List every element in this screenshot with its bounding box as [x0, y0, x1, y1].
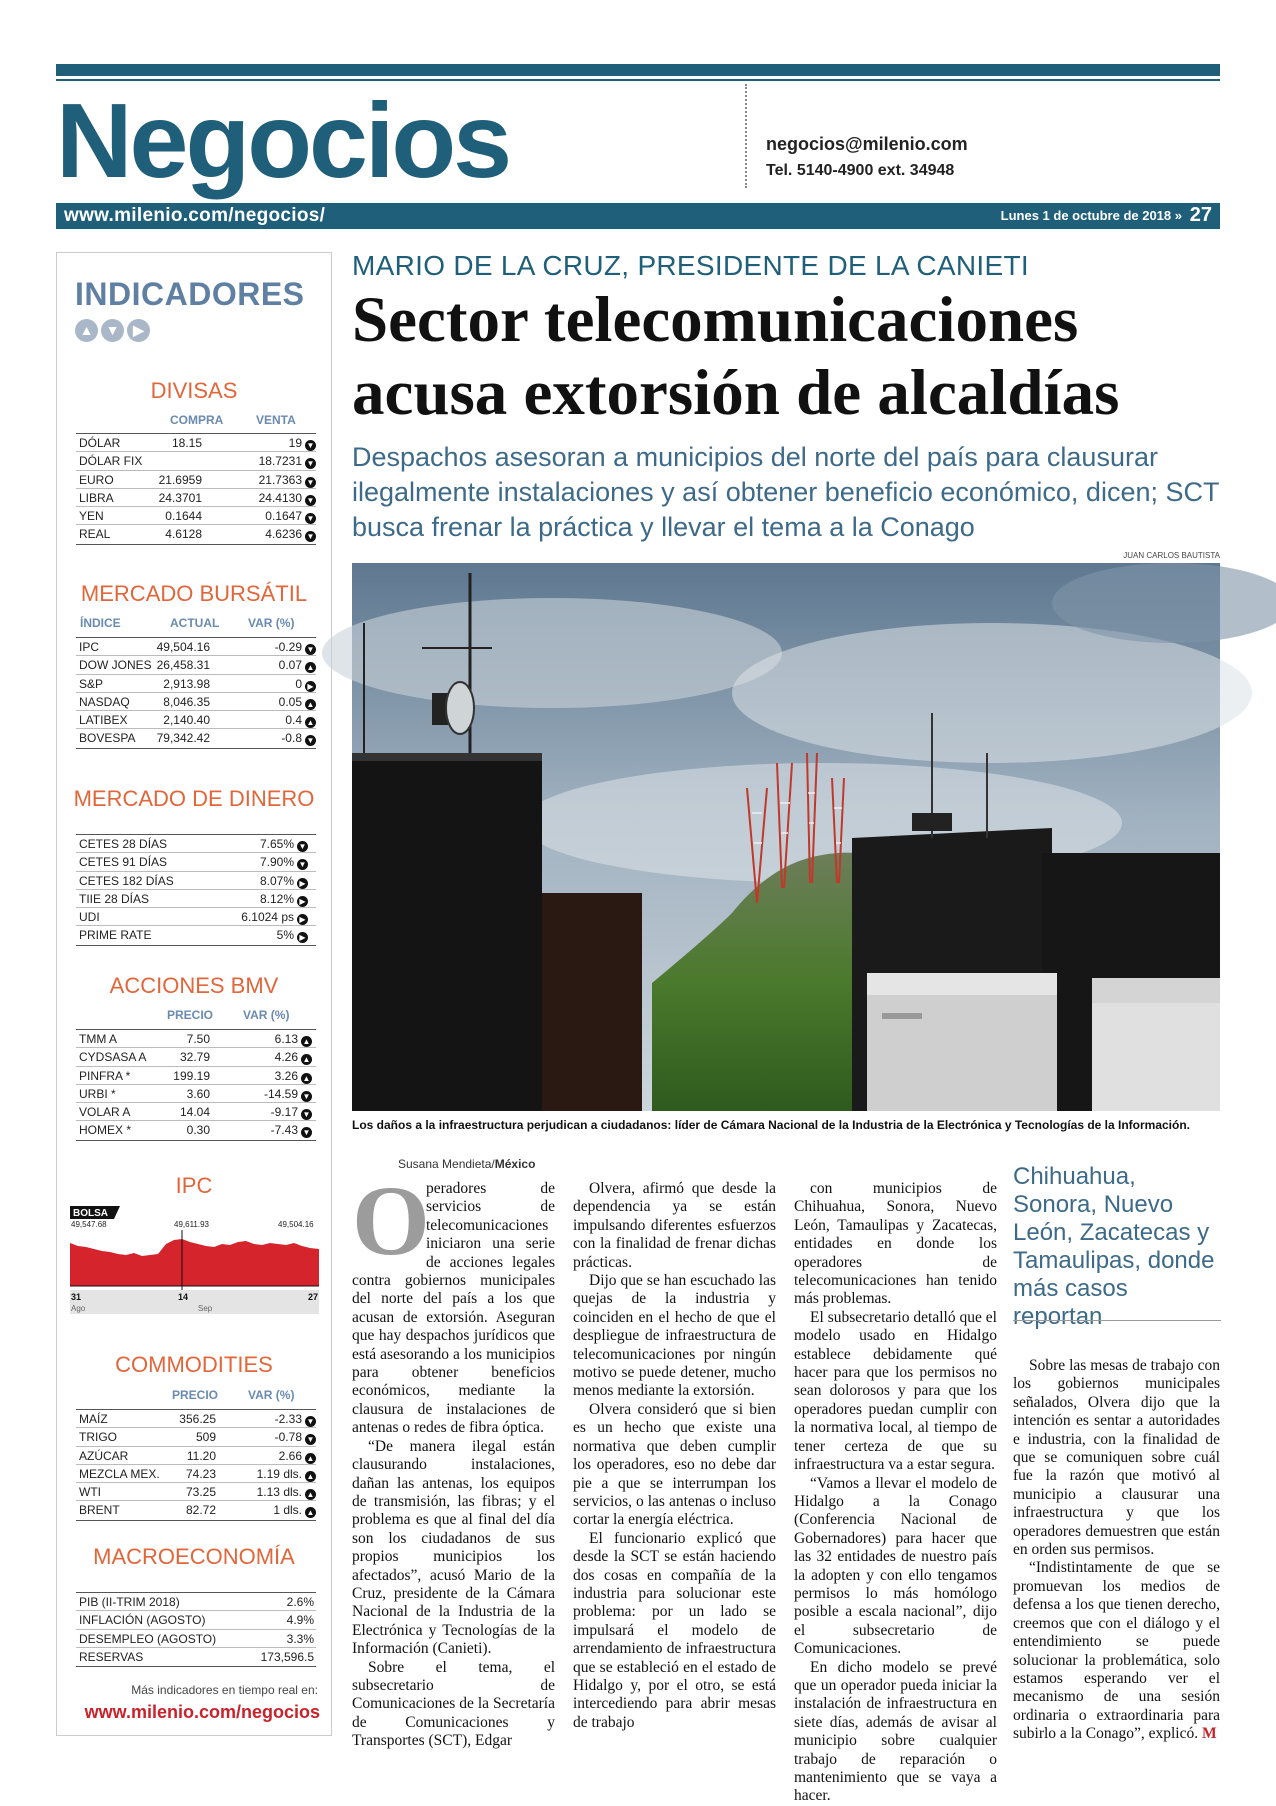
table-row [76, 525, 316, 543]
row-change-value: 8.07% [259, 873, 294, 888]
article-headline: Sector telecomunicaciones acusa extorsión de alcaldías [352, 284, 1120, 429]
row-label: TRIGO [79, 1430, 117, 1445]
row-value: 8,046.35 [163, 694, 210, 709]
macro-table [76, 1592, 316, 1667]
telecom-towers-photo [352, 563, 1220, 1111]
right-arrow-icon: ▶ [297, 914, 308, 925]
up-arrow-icon: ▲ [306, 663, 315, 673]
tick-31: 31 [71, 1292, 82, 1302]
up-arrow-icon: ▲ [75, 319, 98, 342]
row-change [285, 711, 316, 729]
row-value: 18.15 [171, 436, 202, 450]
row-label: TMM A [79, 1032, 117, 1046]
table-row [76, 908, 316, 926]
table-row [76, 1611, 316, 1629]
col-precio: PRECIO [172, 1388, 219, 1402]
row-change-value: 7.65% [259, 837, 294, 851]
row-change-value: 0.1647 [265, 509, 302, 524]
row-label: CETES 28 DÍAS [79, 837, 168, 851]
row-label: LIBRA [79, 490, 114, 505]
table-row [76, 1103, 316, 1121]
row-change [260, 872, 308, 890]
table-row [76, 1447, 316, 1465]
row-change [289, 434, 316, 452]
row-label: UDI [79, 910, 100, 925]
article-column-3 [794, 1180, 997, 1806]
row-label: EURO [79, 472, 114, 487]
section-url[interactable]: www.milenio.com/negocios/ [64, 205, 326, 226]
row-change-value: -0.29 [274, 640, 302, 654]
up-arrow-icon: ▲ [306, 1490, 315, 1500]
row-change [265, 525, 316, 543]
row-change [265, 507, 316, 525]
table-row [76, 1030, 316, 1048]
row-change-value: 4.26 [274, 1050, 298, 1065]
row-label: HOMEX * [79, 1123, 132, 1138]
down-arrow-icon: ▼ [302, 1110, 311, 1120]
divisas-table [76, 433, 316, 545]
bursatil-title: MERCADO BURSÁTIL [80, 581, 308, 606]
table-row [76, 434, 316, 452]
row-change-value: 7.90% [259, 855, 294, 870]
row-label: MAÍZ [79, 1412, 108, 1426]
down-arrow-icon: ▼ [298, 842, 307, 851]
up-arrow-icon: ▲ [306, 699, 315, 709]
row-label: REAL [79, 527, 111, 542]
row-change [275, 1030, 312, 1048]
row-label: DÓLAR FIX [79, 454, 143, 469]
paragraph: Dijo que se han escuchado las quejas de la industria y coinciden en el hecho de que el despliegue de infraestructura de telecomunicaciones por ningún motivo se puede detener, mucho menos mediante la extorsión. [573, 1272, 776, 1400]
col-var: VAR (%) [248, 1388, 295, 1402]
paragraph: El subsecretario detalló que el modelo usado en Hidalgo establece debidamente qué hacer para que los permisos no sean dolorosos y para que los operadores puedan cumplir con la normativa local, al tiempo de tener certeza de que su infraestructura va a estar segura. [794, 1308, 997, 1474]
paragraph: peradores de servicios de telecomunicaciones iniciaron una serie de acciones legales contra gobiernos municipales del norte del país a los que acusan de extorsión. Aseguran que hay despachos jurídicos que está asesorando a los municipios para obtener beneficios económicos, mediante la clausura de instalaciones de antenas o redes de fibra óptica. [352, 1180, 555, 1437]
row-change [257, 1465, 316, 1483]
row-change-value: -0.8 [281, 731, 302, 746]
row-change-value: -0.78 [274, 1430, 302, 1445]
row-change-value: 5% [276, 928, 294, 943]
paragraph: con municipios de Chihuahua, Sonora, Nuevo León, Tamaulipas y Zacatecas, entidades en donde los operadores de telecomunicaciones han tenido más problemas. [794, 1180, 997, 1308]
row-label: WTI [79, 1485, 101, 1500]
paragraph: El funcionario explicó que desde la SCT se están haciendo dos cosas en compañía de la industria para solucionar este problema: por un lado se impulsará el modelo de arrendamiento de infraestructura que se estableció en el estado de Hidalgo y, por el otro, se está intercediendo para abrir mesas de trabajo [573, 1529, 776, 1731]
row-label: PRIME RATE [79, 928, 152, 943]
row-value: 4.6128 [165, 527, 202, 542]
row-value: 0.30 [186, 1123, 210, 1138]
down-arrow-icon: ▼ [306, 645, 315, 654]
row-change [275, 1428, 316, 1446]
row-change-value: 18.7231 [258, 454, 302, 469]
byline-place: México [494, 1157, 536, 1171]
more-indicators-text: Más indicadores en tiempo real en: [131, 1683, 318, 1697]
top-rule [56, 64, 1220, 76]
top-rule-thin [56, 79, 1220, 81]
row-change [259, 452, 316, 470]
row-value: 26,458.31 [156, 658, 210, 673]
row-value: 79,342.42 [156, 731, 210, 746]
row-change-value: 0.4 [285, 713, 302, 728]
row-change-value: -9.17 [270, 1105, 298, 1120]
row-value: 509 [195, 1430, 216, 1445]
acciones-table [76, 1029, 316, 1141]
row-value: 3.60 [186, 1086, 210, 1101]
month-ago: Ago [71, 1304, 86, 1313]
col-venta: VENTA [256, 413, 296, 427]
table-row [76, 1630, 316, 1648]
right-arrow-icon: ▶ [297, 896, 308, 907]
row-change-value: 8.12% [259, 891, 294, 906]
row-label: PIB (II-TRIM 2018) [79, 1595, 180, 1609]
page-number: 27 [1189, 204, 1212, 226]
dinero-title: MERCADO DE DINERO [73, 786, 315, 811]
row-change [257, 1483, 316, 1501]
more-indicators-link[interactable]: www.milenio.com/negocios [84, 1702, 320, 1722]
row-label: BOVESPA [79, 731, 136, 746]
paragraph: “Indistintamente de que se promuevan los medios de defensa a los que tienen derecho, creemos que con el diálogo y el entendimiento se puede solucionar la problemática, solo estamos esperando ver el mecanismo de una sesión ordinaria o extraordinaria para subirlo a la Conago”, explicó. M [1013, 1559, 1220, 1743]
col-actual: ACTUAL [170, 616, 220, 630]
row-change-value: -7.43 [270, 1123, 298, 1138]
row-change [275, 1410, 316, 1428]
table-row [76, 926, 316, 944]
bursatil-table [76, 637, 316, 749]
row-change-value: 173,596.5 [260, 1649, 314, 1664]
row-label: RESERVAS [79, 1649, 144, 1664]
row-change [260, 890, 308, 908]
table-row [76, 711, 316, 729]
row-value: 7.50 [186, 1032, 210, 1046]
article-photo [352, 563, 1220, 1111]
row-label: TIIE 28 DÍAS [79, 891, 150, 906]
right-arrow-icon: ▶ [127, 319, 150, 342]
down-arrow-icon: ▼ [306, 495, 315, 505]
right-arrow-icon: ▶ [297, 932, 308, 943]
row-value: 356.25 [179, 1412, 216, 1426]
down-arrow-icon: ▼ [306, 441, 315, 450]
dinero-table [76, 834, 316, 946]
bolsa-badge-label: BOLSA [73, 1208, 108, 1219]
table-row [76, 1483, 316, 1501]
row-value: 2,140.40 [163, 713, 210, 728]
paragraph: En dicho modelo se prevé que un operador pueda iniciar la instalación de infraestructura en siete días, además de avisar al municipio sobre cualquier trabajo de reparación o mantenimiento que se vaya a hacer. [794, 1658, 997, 1805]
row-change-value: 1 dls. [273, 1503, 302, 1518]
row-change [273, 1501, 316, 1519]
row-value: 14.04 [179, 1105, 210, 1120]
end-mark: M [1198, 1725, 1217, 1743]
row-label: CETES 91 DÍAS [79, 855, 168, 870]
row-value: 0.1644 [165, 509, 202, 524]
byline-author: Susana Mendieta/ [398, 1157, 495, 1171]
row-change-value: 3.3% [286, 1631, 314, 1646]
row-change [259, 471, 316, 489]
down-arrow-icon: ▼ [101, 319, 124, 342]
table-row [76, 890, 316, 908]
dropcap: O [352, 1165, 430, 1276]
row-change-value: 19 [288, 436, 302, 450]
row-label: DESEMPLEO (AGOSTO) [79, 1631, 217, 1646]
row-change [260, 835, 308, 853]
row-label: IPC [79, 640, 100, 654]
row-change-value: 21.7363 [258, 472, 302, 487]
row-label: NASDAQ [79, 694, 130, 709]
article-kicker: MARIO DE LA CRUZ, PRESIDENTE DE LA CANIETI [352, 250, 1029, 281]
row-change [279, 656, 316, 674]
row-value: 32.79 [179, 1050, 210, 1065]
row-label: INFLACIÓN (AGOSTO) [79, 1613, 206, 1628]
row-change-value: 0.07 [278, 658, 302, 673]
row-label: BRENT [79, 1503, 120, 1518]
pull-quote-rule [1013, 1320, 1221, 1321]
indicators-title: INDICADORES [75, 276, 305, 312]
row-change-value: 4.6236 [265, 527, 302, 542]
up-arrow-icon: ▲ [306, 1508, 315, 1518]
pull-quote: Chihuahua, Sonora, Nuevo León, Zacatecas y Tamaulipas, donde más casos reportan [1013, 1163, 1215, 1330]
table-row [76, 872, 316, 890]
up-arrow-icon: ▲ [306, 718, 315, 728]
table-row [76, 1048, 316, 1066]
row-value: 21.6959 [158, 472, 202, 487]
row-label: CYDSASA A [79, 1050, 147, 1065]
article-column-1 [352, 1165, 555, 1751]
divisas-title: DIVISAS [150, 378, 238, 403]
issue-date: Lunes 1 de octubre de 2018 » [1000, 208, 1182, 223]
row-change [281, 729, 316, 747]
table-row [76, 656, 316, 674]
row-change-value: 24.4130 [258, 490, 302, 505]
table-row [76, 1593, 316, 1611]
commodities-title: COMMODITIES [115, 1352, 273, 1377]
ipc-chart-svg [70, 1206, 320, 1324]
ipc-label-start: 49,547.68 [71, 1220, 107, 1229]
table-row [76, 1067, 316, 1085]
row-label: LATIBEX [79, 713, 128, 728]
ipc-title: IPC [175, 1173, 213, 1198]
ipc-axis-band [70, 1290, 319, 1314]
row-change [260, 853, 308, 871]
row-change [259, 489, 316, 507]
row-value: 24.3701 [158, 490, 202, 505]
row-change-value: 1.13 dls. [256, 1485, 302, 1500]
row-change-value: 4.9% [286, 1613, 314, 1628]
row-label: URBI * [79, 1086, 116, 1101]
table-row [76, 693, 316, 711]
row-change [295, 675, 316, 693]
table-row [76, 1465, 316, 1483]
photo-caption: Los daños a la infraestructura perjudican a ciudadanos: líder de Cámara Nacional de la Industria de la Electrónica y Tecnologías de la Información. [352, 1118, 1191, 1132]
table-row [76, 507, 316, 525]
ipc-label-mid: 49,611.93 [174, 1220, 209, 1229]
month-sep: Sep [198, 1304, 213, 1313]
row-change-value: -2.33 [274, 1412, 302, 1426]
photo-credit: JUAN CARLOS BAUTISTA [1123, 551, 1220, 560]
down-arrow-icon: ▼ [302, 1091, 311, 1101]
table-row [76, 853, 316, 871]
row-label: DÓLAR [79, 436, 121, 450]
right-arrow-icon: ▶ [305, 681, 316, 692]
row-change-value: 1.19 dls. [256, 1466, 302, 1481]
ipc-chart [70, 1206, 320, 1324]
article-deck: Despachos asesoran a municipios del norte del país para clausurar ilegalmente instalaciones y así obtener beneficio económico, dicen; SCT busca frenar la práctica y llevar el tema a la Conago [352, 442, 1219, 542]
table-row [76, 1410, 316, 1428]
down-arrow-icon: ▼ [298, 860, 307, 870]
up-arrow-icon: ▲ [302, 1055, 311, 1065]
row-value: 199.19 [173, 1068, 210, 1083]
tick-14: 14 [178, 1292, 189, 1302]
row-change [275, 638, 316, 656]
table-row [76, 675, 316, 693]
down-arrow-icon: ▼ [306, 736, 315, 746]
row-change-value: 0.05 [278, 694, 302, 709]
down-arrow-icon: ▼ [306, 532, 315, 542]
table-row [76, 489, 316, 507]
row-change [271, 1121, 312, 1139]
article-column-2 [573, 1180, 776, 1732]
row-change [287, 1611, 314, 1629]
ipc-area [70, 1239, 319, 1286]
table-row [76, 1085, 316, 1103]
row-label: MEZCLA MEX. [79, 1466, 160, 1481]
paragraph: Sobre las mesas de trabajo con los gobiernos municipales señalados, Olvera dijo que la intención es sentar a autoridades e industria, con la finalidad de que se comuniquen sobre cuál fue la razón que motivó al municipio a clausurar una infraestructura y que los operadores demuestren que están en orden sus permisos. [1013, 1357, 1220, 1559]
row-label: AZÚCAR [79, 1448, 129, 1463]
row-change [261, 1648, 314, 1666]
row-value: 74.23 [185, 1466, 216, 1481]
up-arrow-icon: ▲ [306, 1471, 315, 1481]
row-change-value: 2.66 [278, 1448, 302, 1463]
row-label: DOW JONES [79, 658, 152, 673]
row-change [287, 1593, 314, 1611]
row-label: CETES 182 DÍAS [79, 873, 174, 888]
table-row [76, 729, 316, 747]
up-arrow-icon: ▲ [302, 1073, 311, 1083]
commodities-table [76, 1409, 316, 1521]
row-change-value: 2.6% [286, 1595, 314, 1609]
tick-27: 27 [308, 1292, 319, 1302]
down-arrow-icon: ▼ [306, 1417, 315, 1426]
row-change [277, 926, 308, 944]
paragraph: Olvera, afirmó que desde la dependencia ya se están impulsando diferentes esfuerzos con la finalidad de frenar dichas prácticas. [573, 1180, 776, 1271]
row-change [264, 1085, 312, 1103]
row-label: S&P [79, 676, 104, 691]
row-change-value: 6.1024 ps [241, 910, 294, 925]
row-change [241, 908, 308, 926]
row-change-value: 6.13 [274, 1032, 298, 1046]
table-row [76, 1501, 316, 1519]
table-row [76, 1121, 316, 1139]
row-change [279, 1447, 316, 1465]
table-row [76, 835, 316, 853]
down-arrow-icon: ▼ [306, 514, 315, 524]
paragraph: Olvera consideró que si bien es un hecho que existe una normativa que deben cumplir los operadores, eso no debe dar pie a que se interrumpan los servicios, o las antenas o incluso cortar la energía eléctrica. [573, 1400, 776, 1529]
down-arrow-icon: ▼ [306, 459, 315, 469]
row-label: VOLAR A [79, 1105, 131, 1120]
row-change [275, 1067, 312, 1085]
down-arrow-icon: ▼ [302, 1128, 311, 1138]
down-arrow-icon: ▼ [306, 477, 315, 487]
row-change [271, 1103, 312, 1121]
row-value: 49,504.16 [156, 640, 210, 654]
paragraph: “De manera ilegal están clausurando instalaciones, dañan las antenas, los equipos de transmisión, las fibras; y el problema es que al final del día son los ciudadanos de sus propios municipios los afectados”, acusó Mario de la Cruz, presidente de la Cámara Nacional de la Industria de la Electrónica y Tecnologías de la Información (Canieti). [352, 1437, 555, 1658]
acciones-title: ACCIONES BMV [109, 973, 279, 998]
row-change-value: 3.26 [274, 1068, 298, 1083]
header-divider [745, 84, 747, 188]
row-value: 11.20 [186, 1448, 216, 1463]
col-var: VAR (%) [248, 616, 295, 630]
url-bar [56, 203, 1220, 229]
row-change [279, 693, 316, 711]
row-value: 82.72 [185, 1503, 216, 1518]
row-value: 2,913.98 [163, 676, 210, 691]
right-arrow-icon: ▶ [297, 878, 308, 889]
up-arrow-icon: ▲ [302, 1037, 311, 1046]
col-indice: ÍNDICE [80, 616, 121, 630]
paragraph: Sobre el tema, el subsecretario de Comunicaciones de la Secretaría de Comunicaciones y Transportes (SCT), Edgar [352, 1658, 555, 1750]
row-change-value: -14.59 [263, 1086, 298, 1101]
table-row [76, 452, 316, 470]
down-arrow-icon: ▼ [306, 1435, 315, 1445]
table-row [76, 638, 316, 656]
up-arrow-icon: ▲ [306, 1453, 315, 1463]
table-row [76, 1428, 316, 1446]
article-column-4 [1013, 1357, 1220, 1744]
ipc-label-end: 49,504.16 [278, 1220, 314, 1229]
macro-title: MACROECONOMÍA [93, 1544, 295, 1569]
col-var: VAR (%) [243, 1008, 290, 1022]
contact-phone: Tel. 5140-4900 ext. 34948 [766, 162, 955, 179]
row-change [275, 1048, 312, 1066]
table-row [76, 1648, 316, 1666]
row-change [287, 1630, 314, 1648]
contact-email[interactable]: negocios@milenio.com [766, 134, 968, 154]
row-change-value: 0 [295, 676, 302, 691]
row-label: YEN [79, 509, 104, 524]
row-label: PINFRA * [79, 1068, 131, 1083]
col-precio: PRECIO [167, 1008, 214, 1022]
paragraph: “Vamos a llevar el modelo de Hidalgo a la Conago (Conferencia Nacional de Gobernadores) para hacer que las 32 entidades de nuestro país la adopten y con ello tengamos permisos lo más homólogo posible a escala nacional”, dijo el subsecretario de Comunicaciones. [794, 1474, 997, 1658]
row-value: 73.25 [185, 1485, 216, 1500]
indicator-arrows [75, 319, 153, 342]
col-compra: COMPRA [170, 413, 224, 427]
table-row [76, 471, 316, 489]
section-title: Negocios [56, 82, 510, 200]
